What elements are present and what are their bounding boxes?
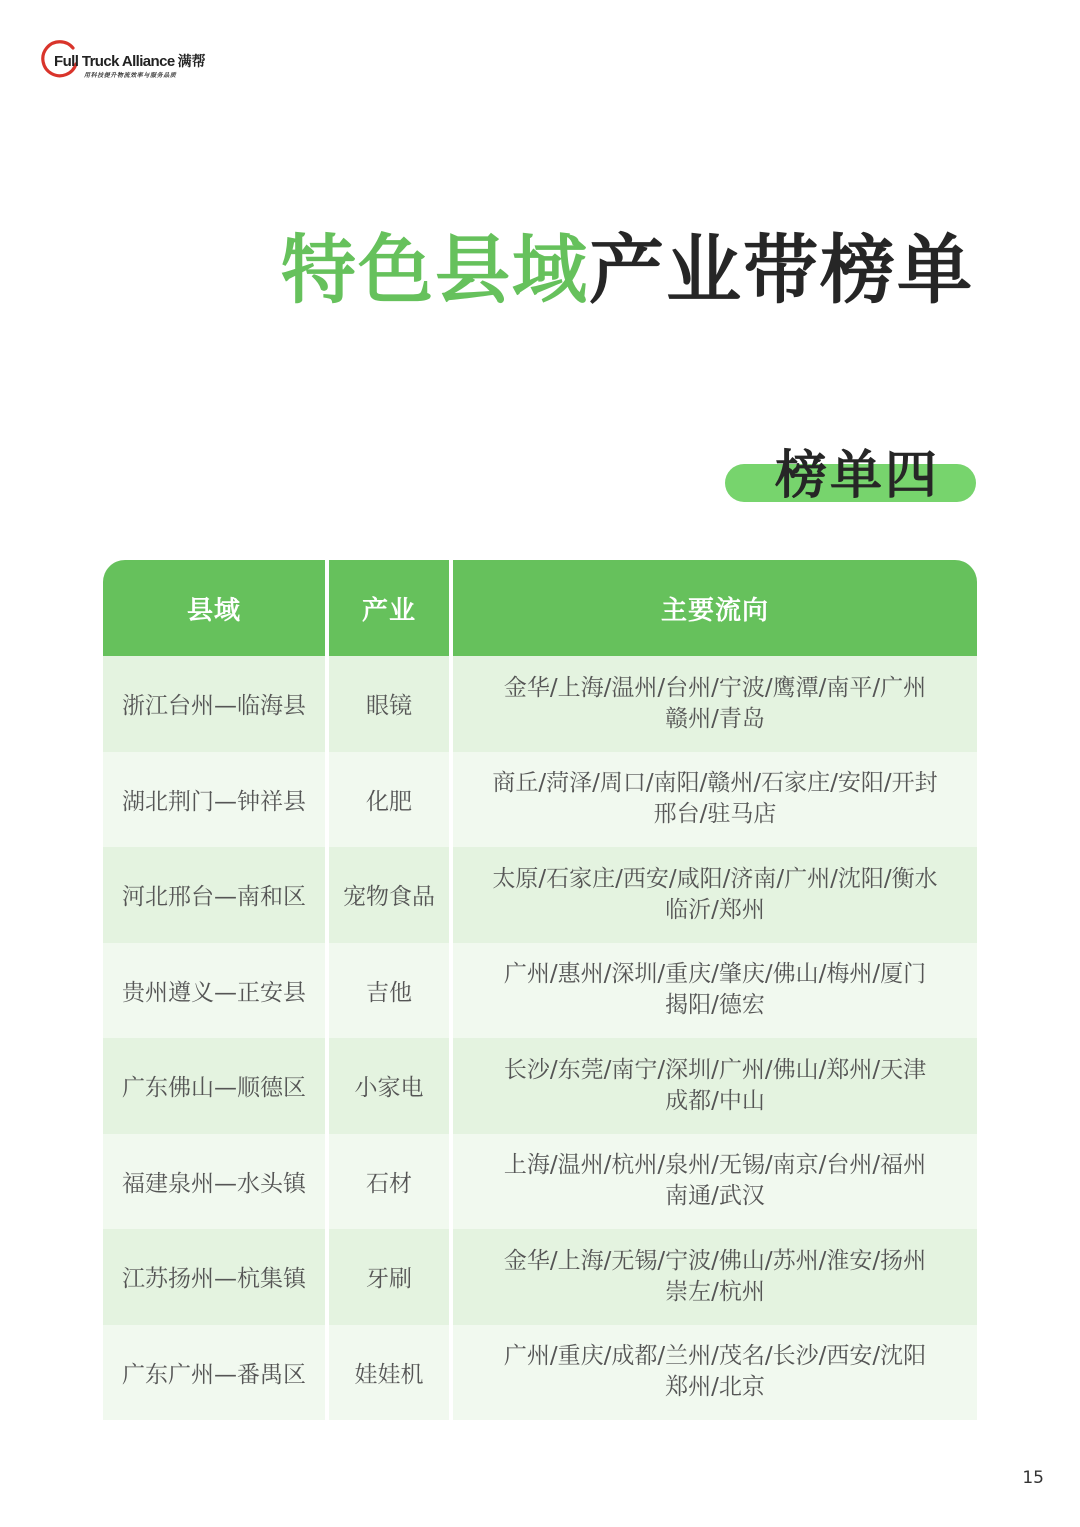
flow-line-1: 金华/上海/无锡/宁波/佛山/苏州/淮安/扬州 [503, 1247, 927, 1274]
table-row [103, 656, 977, 752]
cell-flow [453, 656, 977, 752]
header-flow: 主要流向 [660, 595, 769, 626]
industry-table [103, 560, 977, 1420]
table-row [103, 1134, 977, 1230]
page-title [281, 222, 974, 318]
table-row [103, 1325, 977, 1421]
cell-flow [453, 1325, 977, 1421]
cell-industry: 小家电 [354, 1075, 424, 1102]
brand-logo [40, 40, 240, 82]
header-industry: 产业 [361, 595, 416, 626]
flow-line-1: 金华/上海/温州/台州/宁波/鹰潭/南平/广州 [503, 674, 927, 701]
cell-flow [453, 847, 977, 943]
cell-industry: 吉他 [366, 979, 412, 1006]
table-row [103, 1229, 977, 1325]
cell-industry: 石材 [366, 1170, 412, 1197]
flow-line-1: 广州/重庆/成都/兰州/茂名/长沙/西安/沈阳 [503, 1343, 927, 1370]
flow-line-1: 上海/温州/杭州/泉州/无锡/南京/台州/福州 [503, 1152, 927, 1179]
cell-county: 贵州遵义—正安县 [122, 979, 306, 1006]
title-rest: 产业带榜单 [588, 226, 974, 314]
title-highlight: 特色县域 [280, 226, 589, 314]
cell-flow [453, 1229, 977, 1325]
cell-industry: 化肥 [366, 788, 412, 815]
logo-wordmark [54, 51, 206, 71]
flow-line-1: 太原/石家庄/西安/咸阳/济南/广州/沈阳/衡水 [492, 865, 938, 892]
table-row [103, 752, 977, 848]
cell-flow [453, 752, 977, 848]
table-header [103, 560, 977, 656]
flow-line-2: 成都/中山 [665, 1087, 765, 1114]
cell-county: 湖北荆门—钟祥县 [122, 788, 306, 815]
flow-line-1: 商丘/菏泽/周口/南阳/赣州/石家庄/安阳/开封 [492, 770, 938, 797]
cell-county: 浙江台州—临海县 [122, 693, 306, 720]
flow-line-2: 崇左/杭州 [665, 1278, 765, 1305]
cell-flow [453, 1134, 977, 1230]
cell-county: 江苏扬州—杭集镇 [122, 1266, 306, 1293]
header-county: 县域 [186, 595, 241, 626]
cell-county: 广东佛山—顺德区 [122, 1075, 306, 1102]
cell-flow [453, 943, 977, 1039]
flow-line-2: 南通/武汉 [665, 1183, 765, 1210]
table-row [103, 943, 977, 1039]
flow-line-2: 郑州/北京 [665, 1374, 765, 1401]
table-row [103, 847, 977, 943]
cell-county: 福建泉州—水头镇 [122, 1170, 306, 1197]
table-row [103, 1038, 977, 1134]
cell-industry: 眼镜 [366, 693, 412, 720]
flow-line-2: 临沂/郑州 [665, 896, 765, 923]
cell-industry: 牙刷 [366, 1266, 412, 1293]
logo-name-cn: 满帮 [177, 53, 206, 69]
ranking-badge-label: 榜单四 [775, 446, 941, 506]
flow-line-2: 邢台/驻马店 [653, 801, 777, 828]
flow-line-2: 赣州/青岛 [665, 705, 765, 732]
cell-industry: 宠物食品 [343, 884, 435, 911]
cell-county: 广东广州—番禺区 [122, 1361, 306, 1388]
cell-county: 河北邢台—南和区 [122, 884, 306, 911]
flow-line-1: 长沙/东莞/南宁/深圳/广州/佛山/郑州/天津 [503, 1056, 927, 1083]
cell-flow [453, 1038, 977, 1134]
logo-name-en: Full Truck Alliance [54, 53, 175, 70]
flow-line-1: 广州/惠州/深圳/重庆/肇庆/佛山/梅州/厦门 [503, 961, 927, 988]
page-number: 15 [1022, 1468, 1044, 1488]
flow-line-2: 揭阳/德宏 [665, 992, 765, 1019]
cell-industry: 娃娃机 [354, 1361, 424, 1388]
logo-tagline: 用科技提升物流效率与服务品质 [84, 72, 177, 79]
